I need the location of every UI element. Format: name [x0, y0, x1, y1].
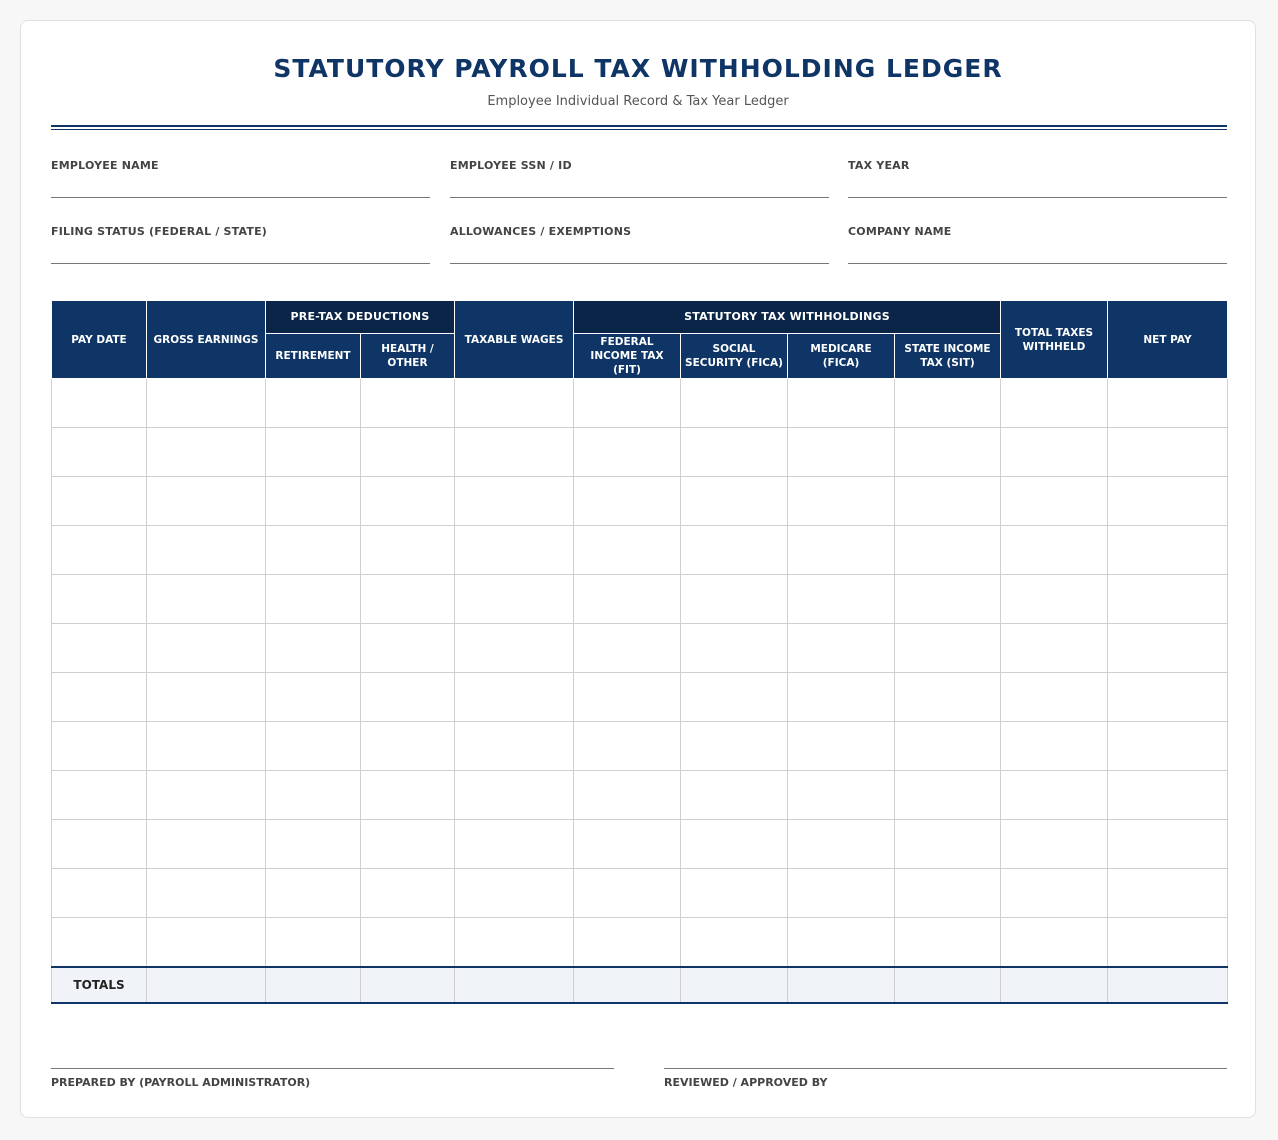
ledger-cell[interactable] — [455, 428, 574, 477]
allowances-field[interactable] — [450, 225, 829, 238]
ledger-cell[interactable] — [574, 820, 681, 869]
ledger-cell[interactable] — [1108, 918, 1228, 968]
ledger-cell[interactable] — [895, 673, 1001, 722]
reviewed-by-line[interactable] — [664, 1068, 1227, 1069]
ledger-cell[interactable] — [895, 526, 1001, 575]
header-divider-thin — [51, 129, 1227, 130]
ledger-cell[interactable] — [52, 428, 147, 477]
ledger-cell[interactable] — [52, 575, 147, 624]
col-net-pay: NET PAY — [1108, 301, 1228, 379]
ledger-cell[interactable] — [455, 575, 574, 624]
ledger-cell[interactable] — [788, 526, 895, 575]
ledger-cell[interactable] — [788, 379, 895, 428]
table-row — [52, 820, 1228, 869]
ledger-cell[interactable] — [147, 918, 266, 968]
ledger-cell[interactable] — [574, 379, 681, 428]
ledger-cell[interactable] — [895, 379, 1001, 428]
ledger-cell[interactable] — [52, 869, 147, 918]
prepared-by-signature[interactable] — [51, 1068, 614, 1089]
ledger-cell[interactable] — [574, 771, 681, 820]
ledger-cell[interactable] — [52, 918, 147, 968]
tax-year-field[interactable] — [848, 159, 1227, 172]
reviewed-by-signature[interactable] — [664, 1068, 1227, 1089]
ledger-cell[interactable] — [361, 477, 455, 526]
ledger-cell[interactable] — [681, 918, 788, 968]
ledger-cell[interactable] — [361, 771, 455, 820]
ledger-cell[interactable] — [788, 722, 895, 771]
ledger-cell[interactable] — [361, 575, 455, 624]
group-statutory-withholdings: STATUTORY TAX WITHHOLDINGS — [574, 301, 1001, 334]
ledger-cell[interactable] — [1108, 379, 1228, 428]
totals-cell[interactable] — [361, 967, 455, 1003]
ledger-cell[interactable] — [52, 477, 147, 526]
ledger-cell[interactable] — [266, 526, 361, 575]
col-medicare: MEDICARE (FICA) — [788, 334, 895, 379]
filing-status-label: FILING STATUS (FEDERAL / STATE) — [51, 225, 268, 238]
prepared-by-label: PREPARED BY (PAYROLL ADMINISTRATOR) — [51, 1076, 311, 1089]
ledger-cell[interactable] — [681, 575, 788, 624]
ledger-cell[interactable] — [1001, 771, 1108, 820]
ledger-cell[interactable] — [1108, 624, 1228, 673]
ledger-cell[interactable] — [1001, 869, 1108, 918]
totals-cell[interactable] — [788, 967, 895, 1003]
table-row — [52, 428, 1228, 477]
ledger-cell[interactable] — [895, 869, 1001, 918]
ledger-cell[interactable] — [895, 820, 1001, 869]
ledger-cell[interactable] — [266, 869, 361, 918]
ledger-cell[interactable] — [266, 673, 361, 722]
ledger-cell[interactable] — [788, 673, 895, 722]
ledger-cell[interactable] — [895, 477, 1001, 526]
ledger-cell[interactable] — [1108, 869, 1228, 918]
ledger-cell[interactable] — [895, 918, 1001, 968]
ledger-cell[interactable] — [147, 575, 266, 624]
ledger-cell[interactable] — [1108, 820, 1228, 869]
totals-cell[interactable] — [1001, 967, 1108, 1003]
ledger-cell[interactable] — [1001, 820, 1108, 869]
ledger-cell[interactable] — [574, 918, 681, 968]
totals-label: TOTALS — [52, 967, 147, 1003]
totals-cell[interactable] — [895, 967, 1001, 1003]
header-divider — [51, 125, 1227, 127]
allowances-label: ALLOWANCES / EXEMPTIONS — [450, 225, 632, 238]
ledger-cell[interactable] — [574, 869, 681, 918]
ledger-cell[interactable] — [266, 918, 361, 968]
ledger-cell[interactable] — [52, 379, 147, 428]
col-gross-earnings: GROSS EARNINGS — [147, 301, 266, 379]
ledger-cell[interactable] — [147, 477, 266, 526]
page-subtitle: Employee Individual Record & Tax Year Ledger — [487, 94, 789, 109]
company-name-label: COMPANY NAME — [848, 225, 952, 238]
col-retirement: RETIREMENT — [266, 334, 361, 379]
ledger-cell[interactable] — [1001, 673, 1108, 722]
ledger-cell[interactable] — [681, 869, 788, 918]
ledger-cell[interactable] — [681, 673, 788, 722]
ledger-cell[interactable] — [574, 526, 681, 575]
ledger-cell[interactable] — [1001, 918, 1108, 968]
company-name-line[interactable] — [848, 263, 1227, 264]
ledger-cell[interactable] — [574, 428, 681, 477]
ledger-cell[interactable] — [361, 722, 455, 771]
table-row — [52, 624, 1228, 673]
totals-row — [52, 967, 1228, 1003]
ledger-cell[interactable] — [1108, 526, 1228, 575]
ledger-cell[interactable] — [1108, 673, 1228, 722]
ledger-cell[interactable] — [266, 820, 361, 869]
ledger-cell[interactable] — [361, 820, 455, 869]
totals-cell[interactable] — [1108, 967, 1228, 1003]
table-row — [52, 673, 1228, 722]
table-row — [52, 575, 1228, 624]
filing-status-field[interactable] — [51, 225, 430, 238]
ledger-cell[interactable] — [266, 575, 361, 624]
ledger-cell[interactable] — [147, 379, 266, 428]
ledger-cell[interactable] — [1108, 477, 1228, 526]
ledger-cell[interactable] — [681, 722, 788, 771]
ledger-cell[interactable] — [147, 820, 266, 869]
ledger-cell[interactable] — [681, 771, 788, 820]
table-row — [52, 869, 1228, 918]
ledger-cell[interactable] — [266, 379, 361, 428]
ledger-cell[interactable] — [574, 575, 681, 624]
prepared-by-line[interactable] — [51, 1068, 614, 1069]
ledger-cell[interactable] — [895, 575, 1001, 624]
ledger-cell[interactable] — [361, 918, 455, 968]
col-taxable-wages: TAXABLE WAGES — [455, 301, 574, 379]
ledger-cell[interactable] — [52, 673, 147, 722]
ledger-cell[interactable] — [681, 428, 788, 477]
employee-ssn-label: EMPLOYEE SSN / ID — [450, 159, 572, 172]
ledger-cell[interactable] — [895, 428, 1001, 477]
ledger-cell[interactable] — [788, 477, 895, 526]
table-row — [52, 771, 1228, 820]
ledger-cell[interactable] — [266, 477, 361, 526]
ledger-cell[interactable] — [1001, 624, 1108, 673]
ledger-cell[interactable] — [52, 820, 147, 869]
ledger-cell[interactable] — [1001, 428, 1108, 477]
ledger-cell[interactable] — [788, 575, 895, 624]
employee-name-field[interactable] — [51, 159, 430, 172]
employee-ssn-line[interactable] — [450, 197, 829, 198]
table-row — [52, 379, 1228, 428]
totals-cell[interactable] — [455, 967, 574, 1003]
totals-cell[interactable] — [147, 967, 266, 1003]
table-row — [52, 918, 1228, 968]
ledger-cell[interactable] — [1001, 575, 1108, 624]
ledger-cell[interactable] — [52, 771, 147, 820]
totals-cell[interactable] — [266, 967, 361, 1003]
table-row — [52, 477, 1228, 526]
ledger-cell[interactable] — [361, 526, 455, 575]
ledger-cell[interactable] — [788, 820, 895, 869]
employee-name-label: EMPLOYEE NAME — [51, 159, 159, 172]
table-row — [52, 722, 1228, 771]
ledger-cell[interactable] — [681, 526, 788, 575]
ledger-cell[interactable] — [52, 722, 147, 771]
ledger-body — [52, 379, 1228, 968]
ledger-cell[interactable] — [455, 477, 574, 526]
employee-ssn-field[interactable] — [450, 159, 829, 172]
ledger-cell[interactable] — [455, 869, 574, 918]
ledger-cell[interactable] — [788, 624, 895, 673]
ledger-cell[interactable] — [147, 869, 266, 918]
ledger-cell[interactable] — [147, 526, 266, 575]
ledger-cell[interactable] — [147, 673, 266, 722]
ledger-cell[interactable] — [361, 428, 455, 477]
ledger-cell[interactable] — [574, 477, 681, 526]
ledger-cell[interactable] — [1108, 722, 1228, 771]
ledger-cell[interactable] — [147, 624, 266, 673]
ledger-cell[interactable] — [1108, 428, 1228, 477]
ledger-cell[interactable] — [788, 771, 895, 820]
ledger-cell[interactable] — [147, 428, 266, 477]
col-health-other: HEALTH / OTHER — [361, 334, 455, 379]
ledger-cell[interactable] — [1001, 477, 1108, 526]
ledger-cell[interactable] — [788, 918, 895, 968]
ledger-cell[interactable] — [681, 624, 788, 673]
ledger-cell[interactable] — [574, 673, 681, 722]
ledger-cell[interactable] — [788, 869, 895, 918]
ledger-cell[interactable] — [455, 820, 574, 869]
ledger-sheet — [20, 20, 1256, 1118]
ledger-cell[interactable] — [455, 918, 574, 968]
ledger-cell[interactable] — [361, 624, 455, 673]
ledger-cell[interactable] — [1108, 575, 1228, 624]
ledger-cell[interactable] — [455, 379, 574, 428]
totals-cell[interactable] — [574, 967, 681, 1003]
reviewed-by-label: REVIEWED / APPROVED BY — [664, 1076, 828, 1089]
ledger-cell[interactable] — [681, 477, 788, 526]
ledger-cell[interactable] — [52, 526, 147, 575]
ledger-cell[interactable] — [681, 379, 788, 428]
ledger-cell[interactable] — [1001, 526, 1108, 575]
ledger-cell[interactable] — [266, 771, 361, 820]
table-row — [52, 526, 1228, 575]
group-pretax-deductions: PRE-TAX DEDUCTIONS — [266, 301, 455, 334]
col-fit: FEDERAL INCOME TAX (FIT) — [574, 334, 681, 379]
ledger-cell[interactable] — [455, 526, 574, 575]
col-pay-date: PAY DATE — [52, 301, 147, 379]
ledger-cell[interactable] — [361, 379, 455, 428]
ledger-cell[interactable] — [1001, 379, 1108, 428]
tax-year-line[interactable] — [848, 197, 1227, 198]
ledger-cell[interactable] — [895, 624, 1001, 673]
allowances-line[interactable] — [450, 263, 829, 264]
ledger-cell[interactable] — [266, 428, 361, 477]
ledger-cell[interactable] — [266, 624, 361, 673]
ledger-cell[interactable] — [574, 722, 681, 771]
totals-cell[interactable] — [681, 967, 788, 1003]
ledger-cell[interactable] — [788, 428, 895, 477]
col-sit: STATE INCOME TAX (SIT) — [895, 334, 1001, 379]
ledger-cell[interactable] — [455, 624, 574, 673]
ledger-cell[interactable] — [1001, 722, 1108, 771]
ledger-cell[interactable] — [1108, 771, 1228, 820]
company-name-field[interactable] — [848, 225, 1227, 238]
ledger-cell[interactable] — [574, 624, 681, 673]
ledger-cell[interactable] — [52, 624, 147, 673]
ledger-cell[interactable] — [147, 722, 266, 771]
page-title: STATUTORY PAYROLL TAX WITHHOLDING LEDGER — [273, 54, 1003, 83]
ledger-table — [51, 300, 1228, 1004]
tax-year-label: TAX YEAR — [848, 159, 910, 172]
filing-status-line[interactable] — [51, 263, 430, 264]
ledger-cell[interactable] — [147, 771, 266, 820]
ledger-cell[interactable] — [681, 820, 788, 869]
ledger-cell[interactable] — [266, 722, 361, 771]
col-total-taxes: TOTAL TAXES WITHHELD — [1001, 301, 1108, 379]
ledger-cell[interactable] — [895, 722, 1001, 771]
ledger-cell[interactable] — [455, 771, 574, 820]
col-social-security: SOCIAL SECURITY (FICA) — [681, 334, 788, 379]
ledger-cell[interactable] — [361, 869, 455, 918]
ledger-cell[interactable] — [895, 771, 1001, 820]
employee-name-line[interactable] — [51, 197, 430, 198]
ledger-cell[interactable] — [361, 673, 455, 722]
ledger-cell[interactable] — [455, 722, 574, 771]
ledger-cell[interactable] — [455, 673, 574, 722]
